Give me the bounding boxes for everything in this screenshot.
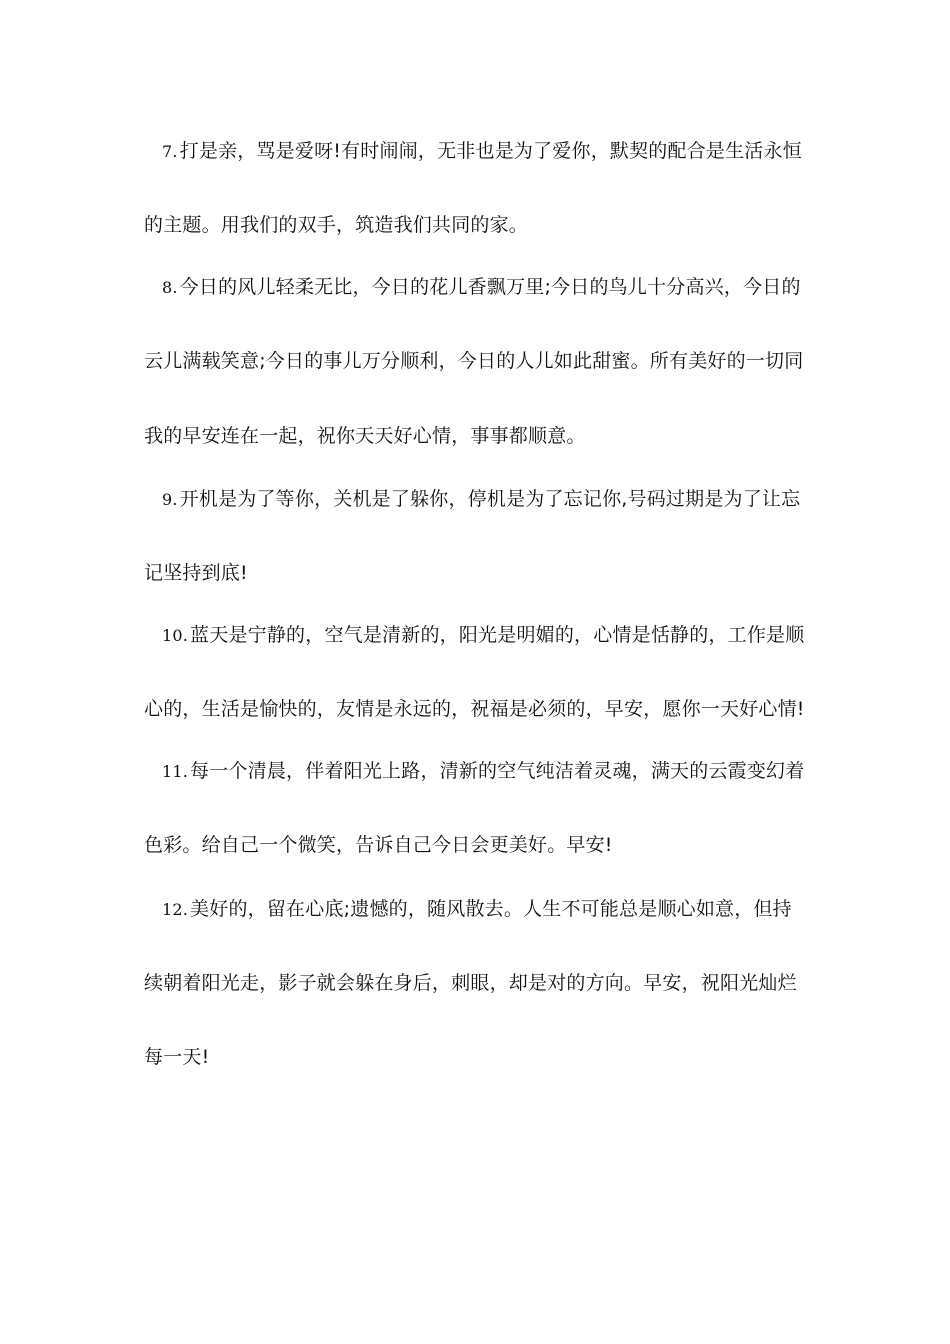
paragraph-11-line-1 — [162, 758, 832, 785]
paragraph-10-line-1 — [162, 622, 832, 649]
paragraph-8-line-2: 云儿满载笑意;今日的事儿万分顺利，今日的人儿如此甜蜜。所有美好的一切同 — [144, 350, 804, 372]
paragraph-9-number: 9. — [162, 490, 178, 509]
paragraph-9-text-1: 开机是为了等你，关机是了躲你，停机是为了忘记你,号码过期是为了让忘 — [179, 488, 801, 510]
paragraph-8-number: 8. — [162, 278, 178, 297]
paragraph-11-line-2: 色彩。给自己一个微笑，告诉自己今日会更美好。早安! — [144, 834, 613, 856]
paragraph-9-line-1 — [162, 486, 832, 513]
paragraph-12-line-1 — [162, 896, 832, 923]
paragraph-7-line-2: 的主题。用我们的双手，筑造我们共同的家。 — [144, 214, 529, 236]
paragraph-8-line-1 — [162, 274, 832, 301]
paragraph-10-text-1: 蓝天是宁静的，空气是清新的，阳光是明媚的，心情是恬静的，工作是顺 — [190, 624, 805, 646]
paragraph-7-number: 7. — [162, 142, 178, 161]
paragraph-12-line-2: 续朝着阳光走，影子就会躲在身后，刺眼，却是对的方向。早安，祝阳光灿烂 — [144, 972, 797, 994]
paragraph-12-number: 12. — [162, 900, 189, 919]
paragraph-7-text-1: 打是亲，骂是爱呀!有时闹闹，无非也是为了爱你，默契的配合是生活永恒 — [179, 140, 802, 162]
paragraph-11-text-1: 每一个清晨，伴着阳光上路，清新的空气纯洁着灵魂，满天的云霞变幻着 — [190, 760, 805, 782]
paragraph-8-line-3: 我的早安连在一起，祝你天天好心情，事事都顺意。 — [144, 425, 586, 447]
paragraph-12-line-3: 每一天! — [144, 1046, 210, 1068]
paragraph-9-line-2: 记坚持到底! — [144, 562, 248, 584]
paragraph-8-text-1: 今日的风儿轻柔无比，今日的花儿香飘万里;今日的鸟儿十分高兴，今日的 — [179, 276, 801, 298]
paragraph-12-text-1: 美好的，留在心底;遗憾的，随风散去。人生不可能总是顺心如意，但持 — [190, 898, 792, 920]
paragraph-11-number: 11. — [162, 762, 189, 781]
paragraph-7-line-1 — [162, 138, 832, 165]
paragraph-10-line-2: 心的，生活是愉快的，友情是永远的，祝福是必须的，早安，愿你一天好心情! — [144, 698, 805, 720]
paragraph-10-number: 10. — [162, 626, 189, 645]
